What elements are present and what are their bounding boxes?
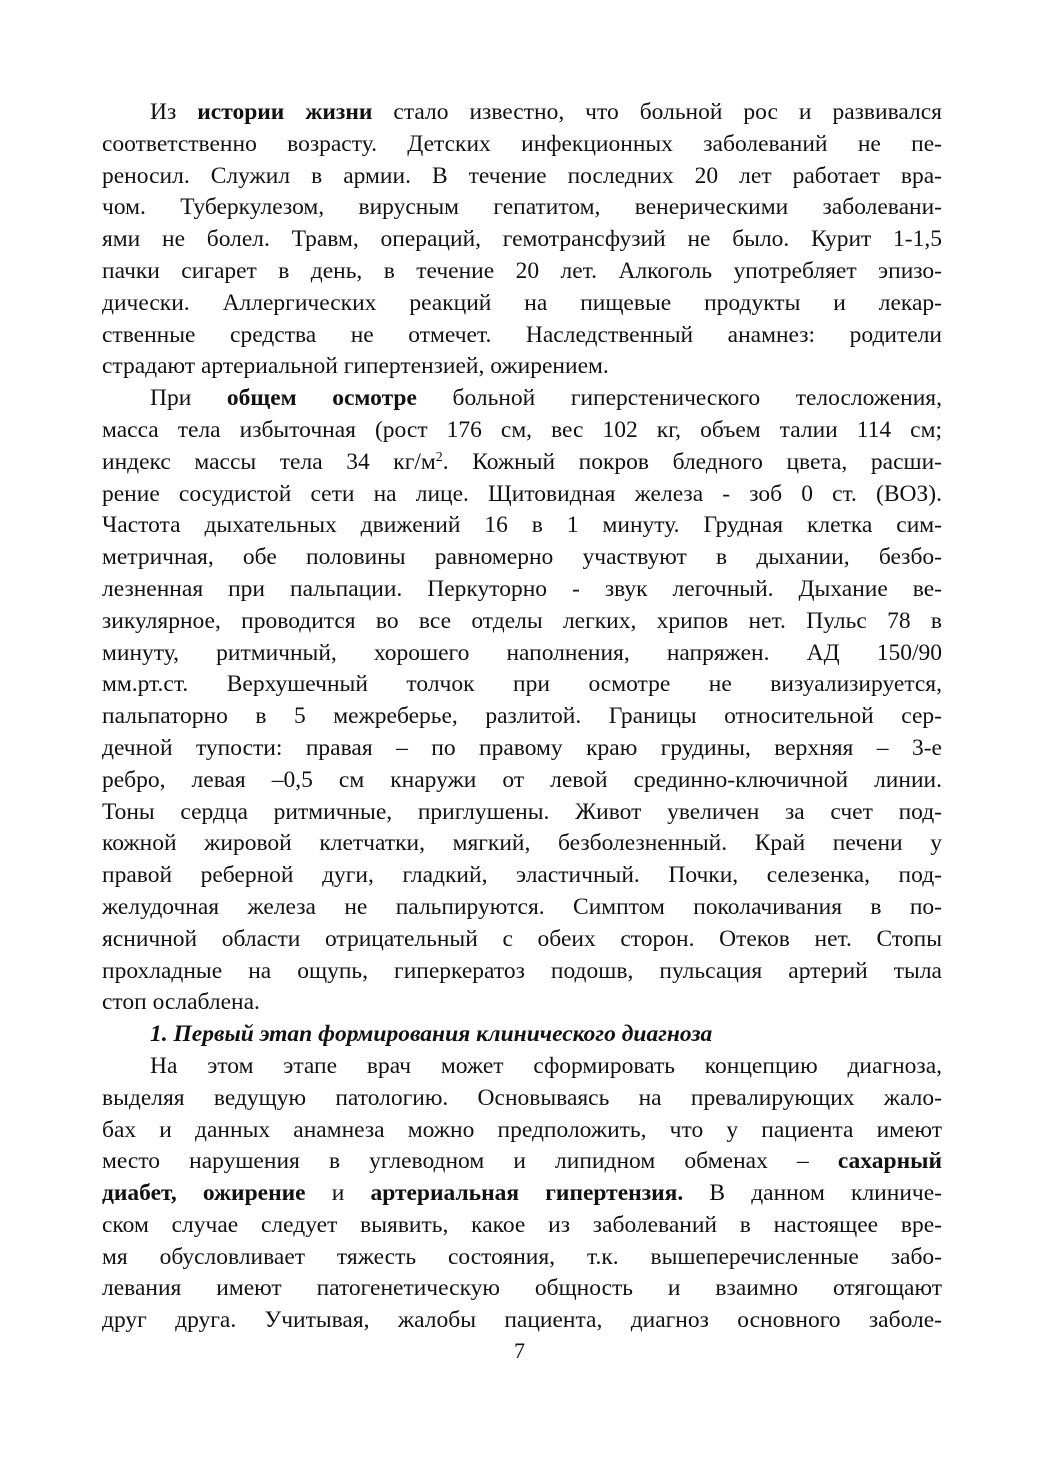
bold-term: общем осмотре bbox=[226, 385, 417, 412]
text-line: масса тела избыточная (рост 176 см, вес 102 кг, объем талии 114 см; bbox=[102, 416, 942, 443]
text-line: прохладные на ощупь, гиперкератоз подошв, пульсация артерий тыла bbox=[102, 957, 942, 984]
text-line: кожной жировой клетчатки, мягкий, безболезненный. Край печени у bbox=[102, 830, 942, 857]
text-line: ском случае следует выявить, какое из заболеваний в настоящее вре- bbox=[102, 1211, 942, 1238]
paragraph-general-exam bbox=[102, 383, 942, 1019]
text-line: чом. Туберкулезом, вирусным гепатитом, венерическими заболевани- bbox=[102, 194, 942, 221]
text-line: страдают артериальной гипертензией, ожирением. bbox=[102, 353, 609, 380]
body-text bbox=[102, 97, 942, 1337]
text-line: лезненная при пальпации. Перкуторно - звук легочный. Дыхание ве- bbox=[102, 575, 942, 602]
text-line: соответственно возрасту. Детских инфекционных заболеваний не пе- bbox=[102, 130, 942, 157]
text-line: диабет, ожирение и артериальная гипертензия. В данном клиниче- bbox=[102, 1180, 942, 1207]
text-line: правой реберной дуги, гладкий, эластичный. Почки, селезенка, под- bbox=[102, 862, 942, 889]
page-number: 7 bbox=[514, 1338, 525, 1363]
text-line: мя обусловливает тяжесть состояния, т.к. вышеперечисленные забо- bbox=[102, 1243, 942, 1270]
text-line: индекс массы тела 34 $кг/м^2$. Кожный покров бледного цвета, расши- bbox=[102, 448, 943, 475]
text-line: стоп ослаблена. bbox=[102, 989, 260, 1016]
text-line: На этом этапе врач может сформировать концепцию диагноза, bbox=[150, 1052, 942, 1079]
text-line: пальпаторно в 5 межреберье, разлитой. Границы относительной сер- bbox=[102, 703, 942, 730]
bold-term: истории жизни bbox=[197, 99, 373, 125]
text-line: минуту, ритмичный, хорошего наполнения, напряжен. АД 150/90 bbox=[102, 639, 942, 666]
text-line: Частота дыхательных движений 16 в 1 минуту. Грудная клетка сим- bbox=[102, 512, 942, 539]
bold-term: сахарный bbox=[837, 1148, 942, 1175]
text-line: ребро, левая –0,5 см кнаружи от левой срединно-ключичной линии. bbox=[102, 766, 942, 793]
text-line: реносил. Служил в армии. В течение последних 20 лет работает вра- bbox=[102, 162, 942, 189]
text-line: левания имеют патогенетическую общность и взаимно отягощают bbox=[102, 1275, 942, 1302]
text-line: При общем осмотре больной гиперстенического телосложения, bbox=[150, 385, 942, 412]
text-line: ясничной области отрицательный с обеих сторон. Отеков нет. Стопы bbox=[102, 925, 942, 952]
text-line: рение сосудистой сети на лице. Щитовидная железа - зоб 0 ст. (ВОЗ). bbox=[102, 480, 942, 507]
superscript: 2 bbox=[435, 449, 443, 465]
section-heading: 1. Первый этап формирования клинического диагноза bbox=[150, 1021, 713, 1048]
text-line: ями не болел. Травм, операций, гемотрансфузий не было. Курит 1-1,5 bbox=[102, 226, 942, 253]
text-line: бах и данных анамнеза можно предположить, что у пациента имеют bbox=[102, 1116, 942, 1143]
text-line: метричная, обе половины равномерно участвуют в дыхании, безбо- bbox=[102, 544, 942, 571]
text-line: мм.рт.ст. Верхушечный толчок при осмотре не визуализируется, bbox=[102, 671, 942, 698]
text-line: ственные средства не отмечет. Наследственный анамнез: родители bbox=[102, 321, 942, 348]
text-line: желудочная железа не пальпируются. Симптом поколачивания в по- bbox=[102, 893, 942, 920]
text-line: выделяя ведущую патологию. Основываясь на превалирующих жало- bbox=[102, 1084, 942, 1111]
text-line: пачки сигарет в день, в течение 20 лет. Алкоголь употребляет эпизо- bbox=[102, 257, 942, 284]
bold-term: артериальная гипертензия. bbox=[370, 1180, 684, 1207]
text-line: друг друга. Учитывая, жалобы пациента, диагноз основного заболе- bbox=[102, 1307, 942, 1334]
bold-term: диабет, ожирение bbox=[102, 1180, 306, 1207]
text-line: Тоны сердца ритмичные, приглушены. Живот увеличен за счет под- bbox=[102, 798, 942, 825]
text-line: зикулярное, проводится во все отделы легких, хрипов нет. Пульс 78 в bbox=[102, 607, 942, 634]
text-line: дечной тупости: правая – по правому краю грудины, верхняя – 3-е bbox=[102, 734, 942, 761]
text-line: место нарушения в углеводном и липидном обменах – сахарный bbox=[102, 1148, 942, 1175]
text-line: дически. Аллергических реакций на пищевые продукты и лекар- bbox=[102, 289, 942, 316]
paragraph-diagnosis-stage bbox=[102, 1051, 942, 1337]
paragraph-life-history bbox=[102, 97, 942, 383]
text-line: Из истории жизни стало известно, что больной рос и развивался bbox=[150, 99, 942, 125]
